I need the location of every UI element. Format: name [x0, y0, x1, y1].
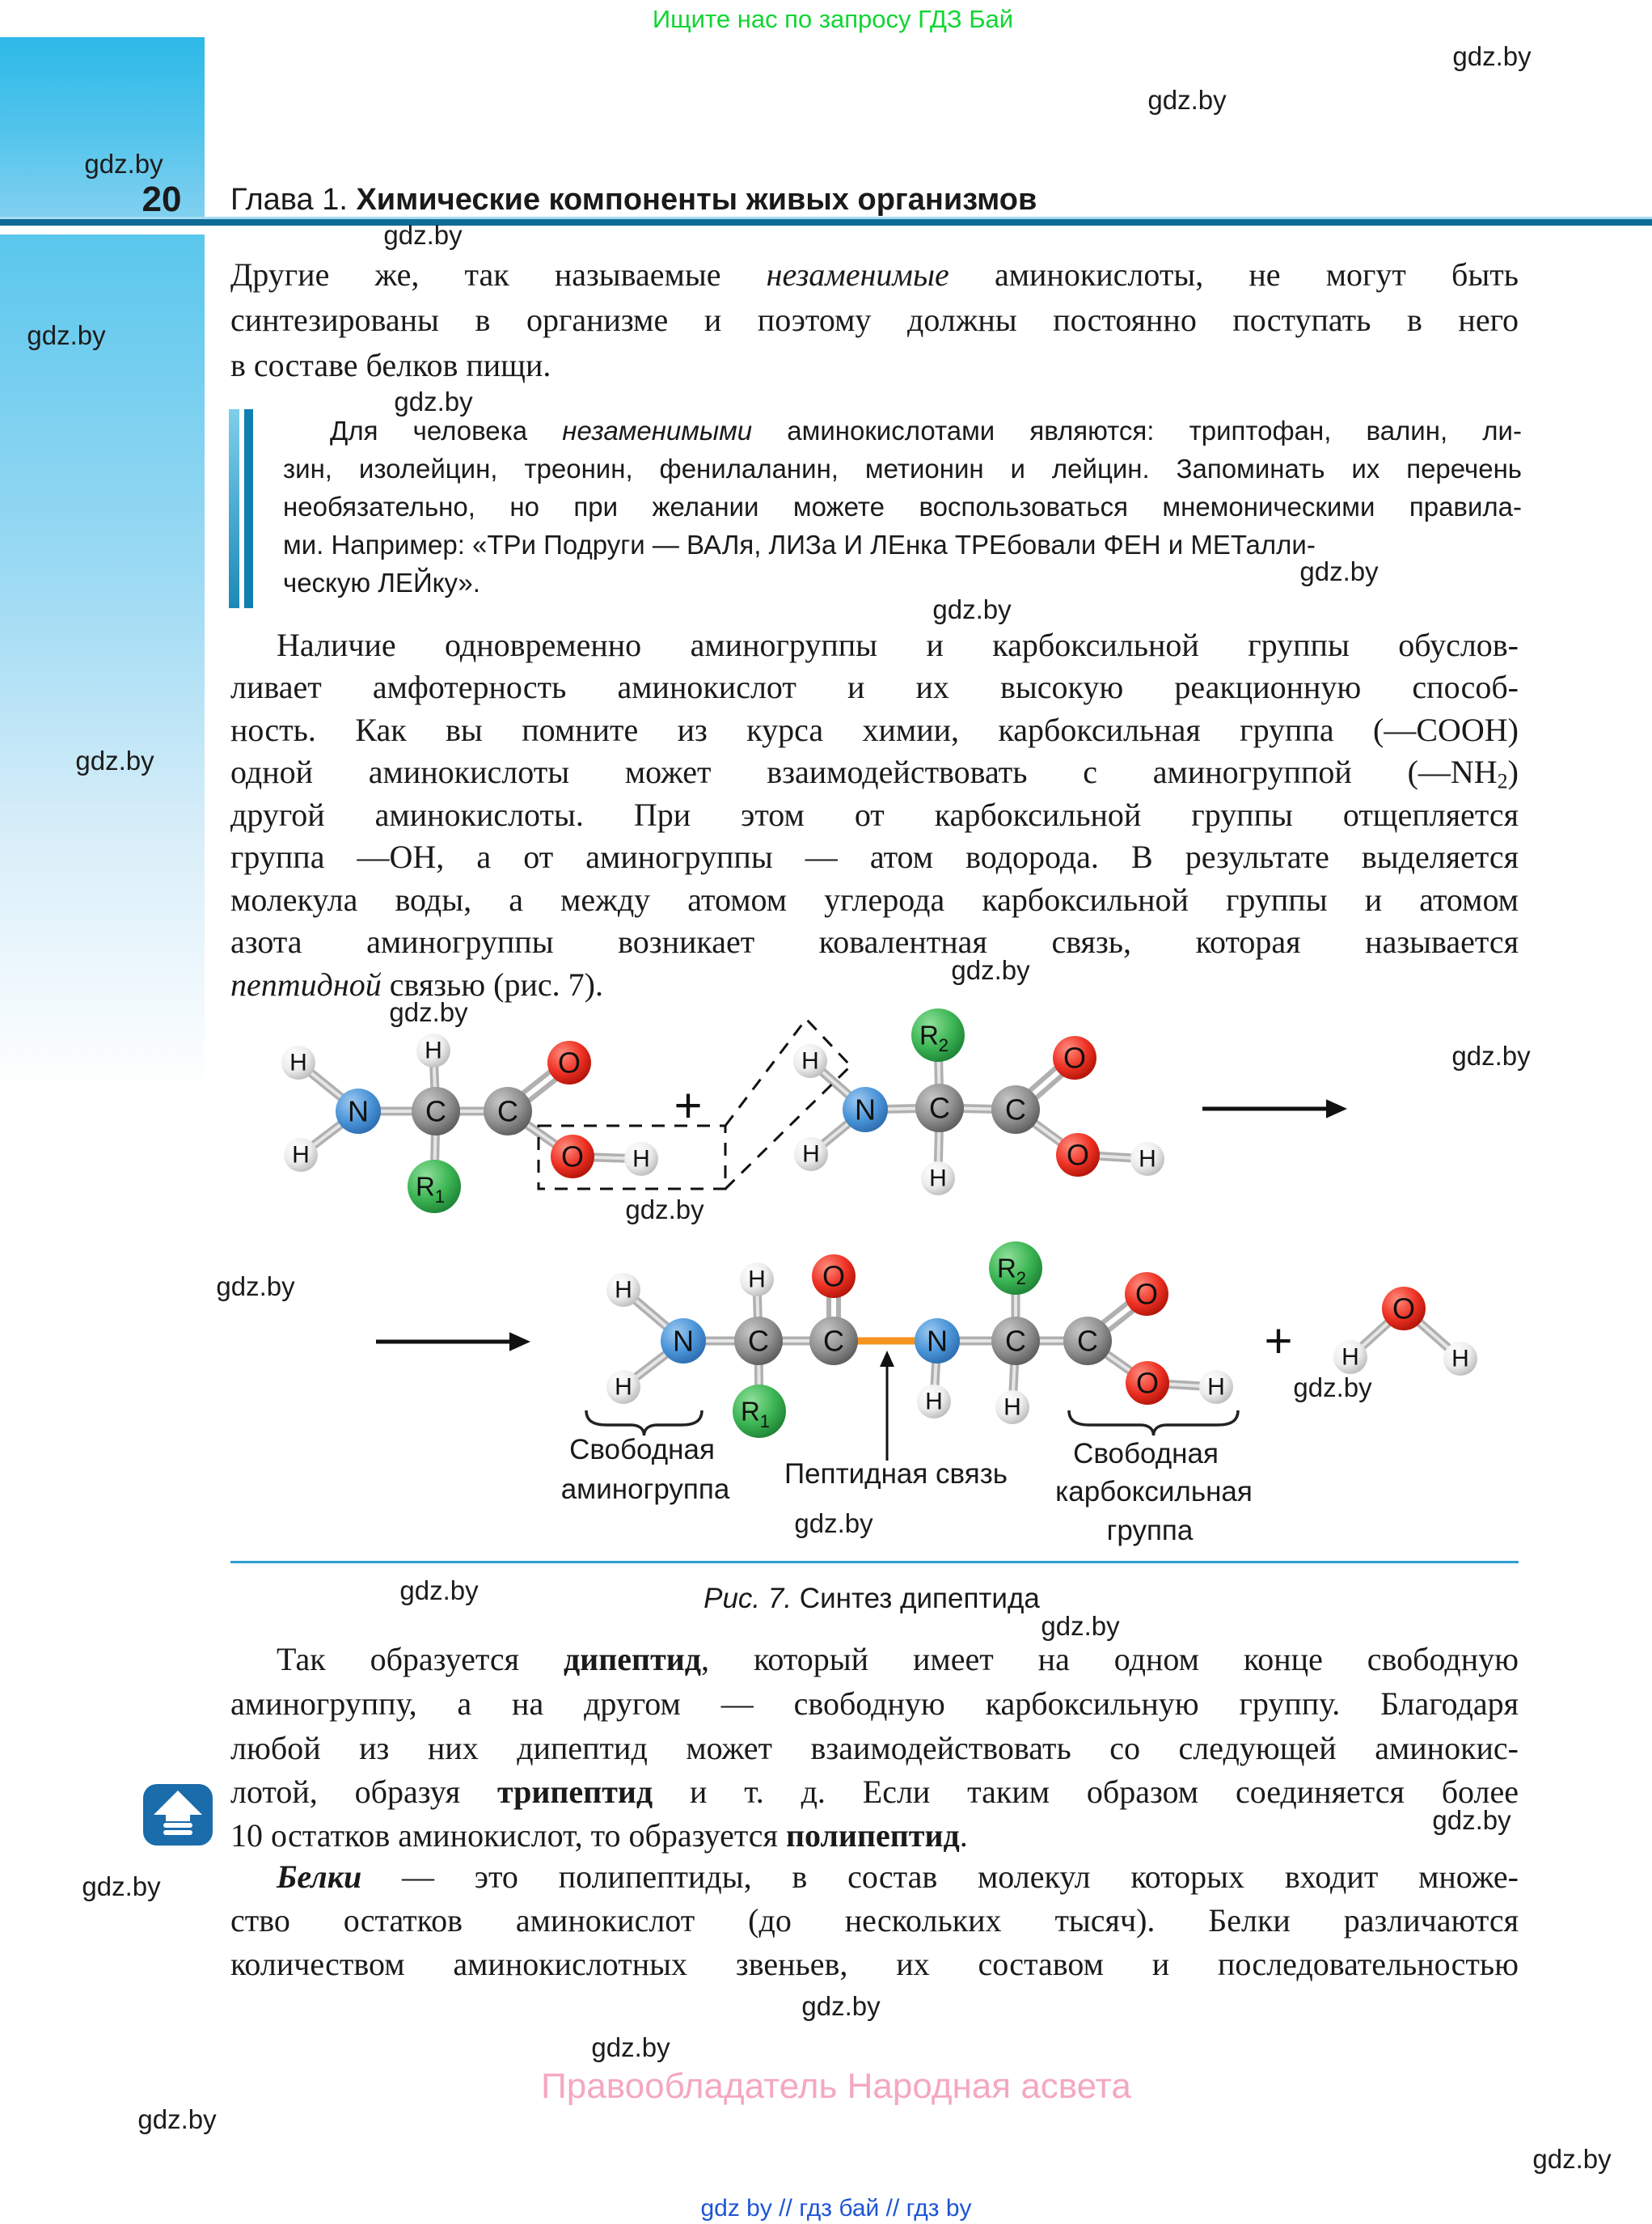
gdz-watermark: gdz.by — [75, 746, 154, 776]
fig-label-amino-1: Свободная — [569, 1434, 715, 1465]
gdz-watermark: gdz.by — [1293, 1372, 1372, 1402]
para2-line9: пептидной связью (рис. 7). — [230, 966, 603, 1003]
para2-line8: азота аминогруппы возникает ковалентная связь, которая называется — [230, 924, 1519, 960]
atom-label: N — [927, 1324, 948, 1358]
atom-label: N — [855, 1093, 876, 1127]
para3-line3: любой из них дипептид может взаимодействовать со следующей аминокис- — [230, 1730, 1519, 1766]
gdz-watermark: gdz.by — [801, 1991, 881, 2021]
atom-label: $R_1$ — [740, 1396, 771, 1431]
atom-label: C — [929, 1091, 950, 1125]
gdz-watermark: gdz.by — [383, 220, 463, 250]
para4-line1: Белки — это полипептиды, в состав молекул которых входит множе- — [277, 1858, 1519, 1895]
para2-line5: другой аминокислоты. При этом от карбоксильной группы отщепляется — [230, 797, 1519, 833]
gdz-watermark: gdz.by — [932, 594, 1012, 624]
gdz-watermark: gdz.by — [951, 955, 1030, 985]
note-line2: зин, изолейцин, треонин, фенилаланин, метионин и лейцин. Запоминать их перечень — [283, 454, 1522, 484]
atom-label: H — [425, 1037, 442, 1064]
fig-label-amino-2: аминогруппа — [560, 1474, 730, 1505]
figure-caption: Рис. 7. Синтез дипептида — [703, 1583, 1040, 1614]
gdz-watermark: gdz.by — [591, 2032, 670, 2062]
note-line5: ческую ЛЕЙку». — [283, 568, 480, 598]
gdz-watermark: gdz.by — [82, 1871, 161, 1901]
gdz-watermark: gdz.by — [794, 1508, 873, 1538]
fig-label-carboxyl-3: группа — [1106, 1515, 1194, 1546]
group-brace — [586, 1410, 702, 1435]
fig-label-carboxyl-2: карбоксильная — [1055, 1476, 1253, 1507]
arrow-head — [509, 1332, 530, 1351]
gdz-watermark: gdz.by — [1299, 556, 1379, 586]
atom-label: O — [822, 1259, 846, 1293]
para4-line3: количеством аминокислотных звеньев, их составом и последовательностью — [230, 1946, 1519, 1982]
atom-label: O — [1392, 1292, 1416, 1326]
group-brace — [1069, 1410, 1238, 1435]
atom-label: H — [289, 1049, 307, 1076]
note-line3: необязательно, но при желании можете воспользоваться мнемоническими правила- — [283, 492, 1522, 522]
para3-line1: Так образуется дипептид, который имеет на одном конце свободную — [277, 1641, 1519, 1677]
atom-label: H — [925, 1388, 943, 1415]
atom-label: O — [557, 1046, 581, 1080]
para1-line1: Другие же, так называемые незаменимые аминокислоты, не могут быть — [230, 256, 1519, 293]
arrow-head — [1326, 1099, 1347, 1118]
atom-label: C — [1005, 1324, 1026, 1358]
chapter-heading: Глава 1. Химические компоненты живых организмов — [230, 183, 1037, 217]
note-line4: ми. Например: «ТРи Подруги — ВАЛя, ЛИЗа И ЛЕнка ТРЕбовали ФЕН и МЕТалли- — [283, 530, 1316, 560]
atom-label: H — [1341, 1343, 1359, 1371]
gdz-watermark: gdz.by — [137, 2104, 217, 2134]
para2-line4: одной аминокислоты может взаимодействовать с аминогруппой $(—NH_2)$ — [230, 754, 1519, 793]
gdz-watermark: gdz.by — [1532, 2144, 1612, 2174]
dashed-water-line — [725, 1019, 851, 1126]
para3-line5: 10 остатков аминокислот, то образуется полипептид. — [230, 1817, 968, 1854]
copyright-text: Правообладатель Народная асвета — [541, 2066, 1131, 2106]
atom-label: $R_2$ — [919, 1020, 949, 1055]
atom-label: O — [560, 1139, 585, 1173]
atom-label: H — [1139, 1145, 1156, 1173]
gdz-watermark: gdz.by — [1147, 85, 1227, 115]
atom-label: $R_2$ — [996, 1253, 1027, 1288]
page-number: 20 — [142, 180, 182, 219]
atom-label: O — [1066, 1138, 1090, 1172]
atom-label: H — [1451, 1345, 1469, 1372]
gdz-watermark: gdz.by — [399, 1575, 479, 1605]
gdz-watermark: gdz.by — [216, 1271, 295, 1301]
para3-line4: лотой, образуя трипептид и т. д. Если таким образом соединяется более — [230, 1774, 1519, 1810]
atom-label: C — [1005, 1093, 1026, 1127]
atom-label: H — [802, 1140, 820, 1168]
footer-links-text: gdz by // гдз бай // гдз by — [700, 2195, 972, 2222]
atom-label: N — [348, 1094, 369, 1128]
fig-label-carboxyl-1: Свободная — [1073, 1438, 1219, 1469]
atom-label: H — [292, 1141, 310, 1169]
atom-label: O — [1063, 1041, 1087, 1075]
atom-label: C — [748, 1324, 769, 1358]
para1-line2: синтезированы в организме и поэтому должны постоянно поступать в него — [230, 302, 1519, 338]
atom-label: O — [1134, 1277, 1159, 1311]
gdz-watermark: gdz.by — [389, 997, 468, 1027]
atom-label: $R_1$ — [415, 1171, 446, 1207]
home-icon — [143, 1784, 213, 1846]
atom-label: C — [1077, 1324, 1098, 1358]
gdz-watermark: gdz.by — [1041, 1611, 1120, 1641]
gdz-watermark: gdz.by — [27, 320, 106, 350]
gdz-watermark: gdz.by — [625, 1194, 704, 1224]
atom-label: H — [632, 1145, 650, 1173]
promo-search-text: Ищите нас по запросу ГДЗ Бай — [652, 5, 1014, 33]
atom-label: C — [823, 1324, 844, 1358]
atom-label: N — [673, 1324, 694, 1358]
atom-label: C — [425, 1094, 446, 1128]
para1-line3: в составе белков пищи. — [230, 347, 551, 383]
para2-line2: ливает амфотерность аминокислот и их высокую реакционную способ- — [230, 669, 1519, 705]
atom-label: H — [801, 1047, 819, 1075]
atom-label: H — [929, 1165, 947, 1192]
fig-label-peptide: Пептидная связь — [784, 1458, 1008, 1490]
atom-label: H — [1003, 1393, 1021, 1421]
atom-label: H — [615, 1373, 632, 1401]
gdz-watermark: gdz.by — [1451, 1041, 1531, 1071]
note-line1: Для человека незаменимыми аминокислотами являются: триптофан, валин, ли- — [330, 416, 1522, 446]
para2-line6: группа —ОН, а от аминогруппы — атом водорода. В результате выделяется — [230, 839, 1519, 875]
gdz-watermark: gdz.by — [394, 387, 473, 416]
arrow-head — [880, 1351, 894, 1367]
atom-label: O — [1135, 1366, 1160, 1400]
para2-line1: Наличие одновременно аминогруппы и карбоксильной группы обуслов- — [277, 627, 1519, 663]
gdz-watermark: gdz.by — [1432, 1805, 1511, 1835]
gdz-watermark: gdz.by — [84, 149, 163, 179]
atom-label: H — [615, 1276, 632, 1304]
para4-line2: ство остатков аминокислот (до нескольких тысяч). Белки различаются — [230, 1902, 1519, 1939]
plus-sign: + — [674, 1078, 703, 1133]
atom-label: H — [748, 1266, 766, 1293]
para2-line3: ность. Как вы помните из курса химии, карбоксильная группа (—СООН) — [230, 712, 1519, 748]
atom-label: C — [497, 1094, 518, 1128]
atom-label: H — [1207, 1373, 1225, 1401]
gdz-watermark: gdz.by — [1452, 41, 1532, 71]
plus-sign: + — [1264, 1313, 1293, 1368]
para3-line2: аминогруппу, а на другом — свободную карбоксильную группу. Благодаря — [230, 1685, 1519, 1722]
para2-line7: молекула воды, а между атомом углерода карбоксильной группы и атомом — [230, 882, 1519, 918]
